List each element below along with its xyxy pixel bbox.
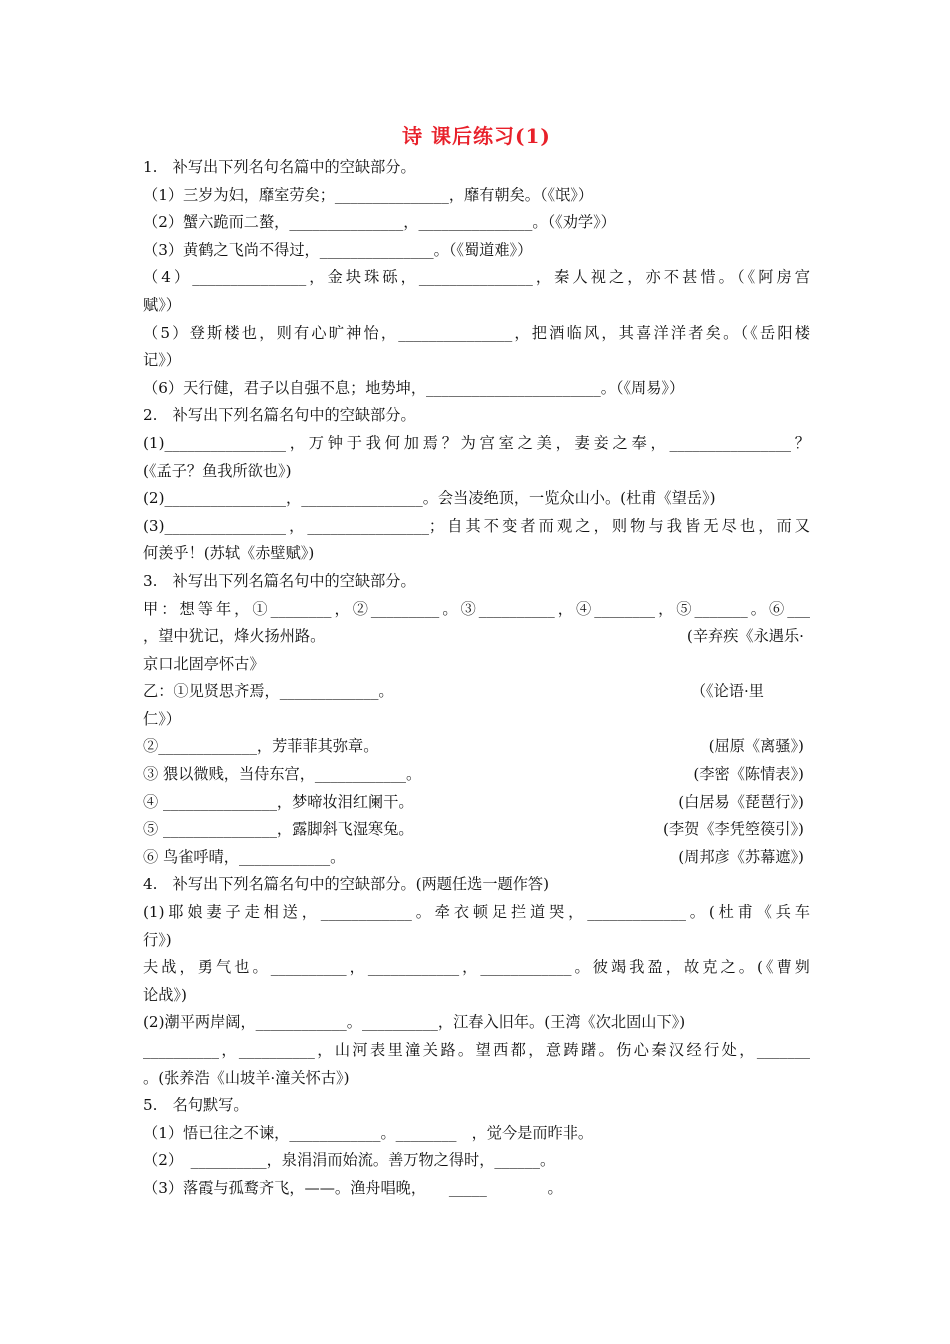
q5-item-2: （2） __________，泉涓涓而始流。善万物之得时，______。	[143, 1151, 556, 1170]
q2-item-3-cont: 何羡乎！(苏轼《赤壁赋》)	[143, 544, 315, 563]
q3-yi-1-source: （《论语·里	[690, 682, 764, 701]
q4-item-1: (1)耶娘妻子走相送，____________。牵衣顿足拦道哭，_____________。(杜甫《兵车	[143, 903, 810, 922]
q1-item-1: （1）三岁为妇，靡室劳矣；_______________，靡有朝矣。（《氓》）	[143, 185, 594, 204]
q3-jia-text: ，望中犹记，烽火扬州路。	[143, 627, 326, 646]
q3-yi-5-text: ⑤ _______________，露脚斜飞湿寒兔。	[143, 820, 414, 839]
q3-yi-6-source: (周邦彦《苏幕遮》)	[678, 847, 804, 866]
q4-item-1b: 夫战，勇气也。__________，____________，____________。彼竭我盈，故克之。(《曹刿	[143, 958, 810, 977]
q3-yi-1-text: 乙：①见贤思齐焉，_____________。	[143, 682, 394, 701]
q3-heading: 3. 补写出下列名篇名句中的空缺部分。	[143, 571, 416, 590]
q3-jia-cont	[143, 623, 810, 651]
q4-item-1-cont: 行》)	[143, 930, 172, 949]
q3-yi-6	[143, 844, 810, 872]
q3-yi-1-cont: 仁》）	[143, 709, 181, 728]
q4-item-2: (2)潮平两岸阔，____________。__________，江春入旧年。(王湾《次北固山下》)	[143, 1013, 686, 1032]
q1-item-4-cont: 赋》）	[143, 295, 181, 314]
q5-item-1: （1）悟已往之不谏，____________。________ ，觉今是而昨非。	[143, 1123, 594, 1142]
q3-yi-3	[143, 761, 810, 789]
q1-heading: 1. 补写出下列名句名篇中的空缺部分。	[143, 158, 416, 176]
q3-yi-5-source: (李贺《李凭箜篌引》)	[663, 820, 804, 839]
q4-heading: 4. 补写出下列名篇名句中的空缺部分。(两题任选一题作答)	[143, 875, 550, 894]
q1-item-6: （6）天行健，君子以自强不息；地势坤，_______________________。（《周易》）	[143, 378, 685, 397]
q2-heading: 2. 补写出下列名篇名句中的空缺部分。	[143, 406, 416, 425]
q4-item-2b-cont: 。(张养浩《山坡羊·潼关怀古》)	[143, 1068, 350, 1087]
q5-item-3: （3）落霞与孤鹜齐飞，——。渔舟唱晚， _____ 。	[143, 1178, 563, 1197]
q3-yi-4-source: (白居易《琵琶行》)	[678, 792, 804, 811]
page-title: 诗 课后练习(1)	[402, 124, 551, 148]
q2-item-1-cont: (《孟子？鱼我所欲也》)	[143, 461, 292, 480]
worksheet	[143, 118, 810, 1203]
q4-item-1b-cont: 论战》)	[143, 985, 187, 1004]
q3-yi-3-source: (李密《陈情表》)	[693, 765, 804, 784]
q3-yi-6-text: ⑥ 鸟雀呼晴，____________。	[143, 847, 346, 866]
q1-item-5-cont: 记》）	[143, 351, 181, 370]
q1-item-3: （3）黄鹤之飞尚不得过，_______________。（《蜀道难》）	[143, 240, 533, 259]
q2-item-2: (2)________________，________________。会当凌绝顶，一览众山小。(杜甫《望岳》)	[143, 489, 716, 508]
q3-yi-4	[143, 789, 810, 817]
q1-item-5: （5）登斯楼也，则有心旷神怡，_______________，把酒临风，其喜洋洋者矣。（《岳阳楼	[143, 323, 810, 342]
q5-heading: 5. 名句默写。	[143, 1096, 249, 1115]
q1-item-2: （2）蟹六跪而二螯，_______________，_______________。（《劝学》）	[143, 213, 616, 232]
q3-yi-2-text: ②_____________，芳菲菲其弥章。	[143, 737, 379, 756]
q3-yi-5	[143, 816, 810, 844]
q3-jia-source: (辛弃疾《永遇乐·	[686, 627, 804, 646]
q2-item-3: (3)________________，________________；自其不变者而观之，则物与我皆无尽也，而又	[143, 516, 810, 535]
q4-item-2b: __________，__________，山河表里潼关路。望西都，意踌躇。伤心秦汉经行处，_______	[143, 1041, 810, 1059]
q3-yi-4-text: ④ _______________，梦啼妆泪红阑干。	[143, 792, 414, 811]
q3-yi-3-text: ③ 猥以微贱，当侍东宫，____________。	[143, 765, 422, 784]
q1-item-4: （4）_______________，金块珠砾，_______________，秦人视之，亦不甚惜。（《阿房宫	[143, 268, 810, 287]
q3-jia-source-cont: 京口北固亭怀古》	[143, 654, 265, 673]
q2-item-1: (1)________________，万钟于我何加焉？为宫室之美，妻妾之奉，________________？	[143, 433, 810, 452]
q3-yi-1	[143, 678, 810, 706]
q3-yi-2-source: (屈原《离骚》)	[708, 737, 804, 756]
q3-yi-2	[143, 733, 810, 761]
q3-jia: 甲：想等年，①________，②_________。③__________，④________，⑤_______。⑥___	[143, 599, 810, 618]
